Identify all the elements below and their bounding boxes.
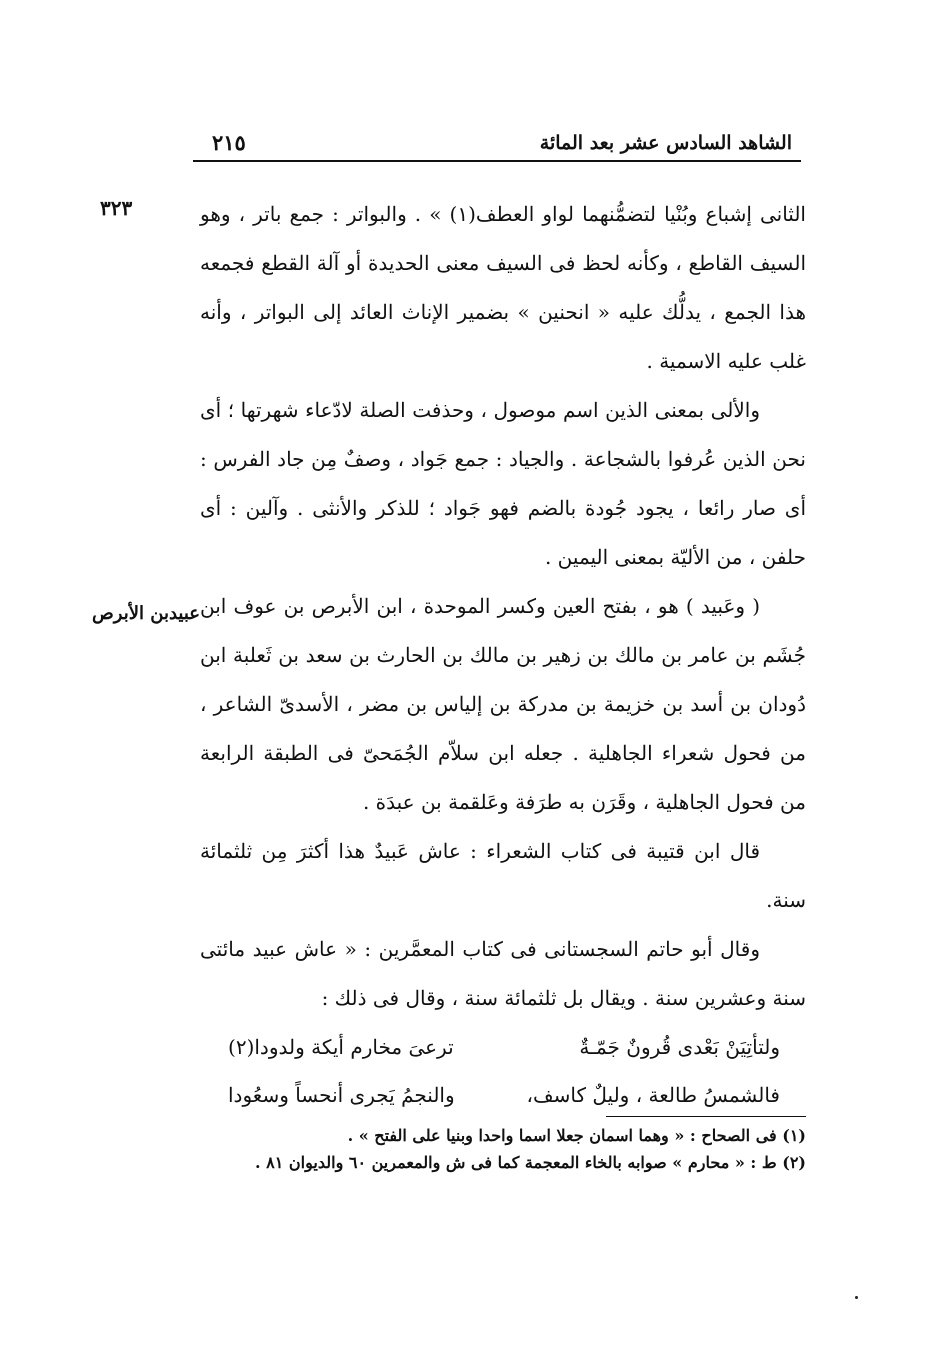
footnote: (١) فى الصحاح : « وهما اسمان جعلا اسما واحدا وبنيا على الفتح » . xyxy=(347,1126,806,1145)
verse-number: ٣٢٣ xyxy=(100,196,133,220)
header-rule xyxy=(193,160,801,162)
running-title: الشاهد السادس عشر بعد المائة xyxy=(539,132,792,154)
page-number: ٢١٥ xyxy=(212,130,246,155)
paragraph: ( وعَبيد ) هو ، بفتح العين وكسر الموحدة ، ابن الأبرص بن عوف ابن جُشَم بن عامر بن مالك بن زهير بن مالك بن الحارث بن سعد بن ثَعلبة ابن دُودان بن أسد بن خزيمة بن مدركة بن إلياس بن مضر ، الأسدىّ الشاعر ، من فحول شعراء الجاهلية . جعله ابن سلاّم الجُمَحىّ فى الطبقة الرابعة من فحول الجاهلية ، وقَرَن به طرَفة وعَلقمة بن عبدَة . xyxy=(200,594,806,814)
paragraph: الثانى إشباع وبُنْيا لتضمُّنهما لواو العطف(١) » . والبواتر : جمع باتر ، وهو السيف القاطع ، وكأنه لحظ فى السيف معنى الحديدة أو آلة القطع فجمعه هذا الجمع ، يدلُّك عليه « انحنين » بضمير الإناث العائد إلى البواتر ، وأنه غلب عليه الاسمية . xyxy=(200,202,806,373)
verse-second-hemistich: ترعىَ مخارم أيكة ولدودا(٢) xyxy=(228,1035,454,1059)
footnote-rule xyxy=(606,1116,806,1117)
page-header xyxy=(190,128,800,162)
footnote: (٢) ط : « محارم » صوابه بالخاء المعجمة كما فى ش والمعمرين ٦٠ والديوان ٨١ . xyxy=(255,1153,806,1172)
verse-second-hemistich: والنجمُ يَجرى أنحساً وسعُودا xyxy=(228,1083,455,1107)
paragraph: والألى بمعنى الذين اسم موصول ، وحذفت الصلة لادّعاء شهرتها ؛ أى نحن الذين عُرفوا بالشجاعة . والجياد : جمع جَواد ، وصفٌ مِن جاد الفرس : أى صار رائعا ، يجود جُودة بالضم فهو جَواد ؛ للذكر والأنثى . وآلين : أى حلفن ، من الأليّة بمعنى اليمين . xyxy=(200,398,806,569)
print-speck xyxy=(855,1296,858,1299)
side-label: عبيدبن الأبرص xyxy=(92,603,200,624)
main-text xyxy=(200,190,806,1119)
paragraph: قال ابن قتيبة فى كتاب الشعراء : عاش عَبيدٌ هذا أكثرَ مِن ثلثمائة سنة. xyxy=(200,839,806,912)
verse-first-hemistich: فالشمسُ طالعة ، وليلٌ كاسف، xyxy=(526,1083,780,1107)
verse-first-hemistich: ولتأتِيَنْ بَعْدى قُرونٌ جَمّـةٌ xyxy=(579,1035,780,1059)
poem-verse xyxy=(200,1071,806,1119)
poem-verse xyxy=(200,1023,806,1071)
footnotes xyxy=(196,1122,806,1176)
paragraph: وقال أبو حاتم السجستانى فى كتاب المعمَّرين : « عاش عبيد مائتى سنة وعشرين سنة . ويقال بل ثلثمائة سنة ، وقال فى ذلك : xyxy=(200,937,806,1010)
